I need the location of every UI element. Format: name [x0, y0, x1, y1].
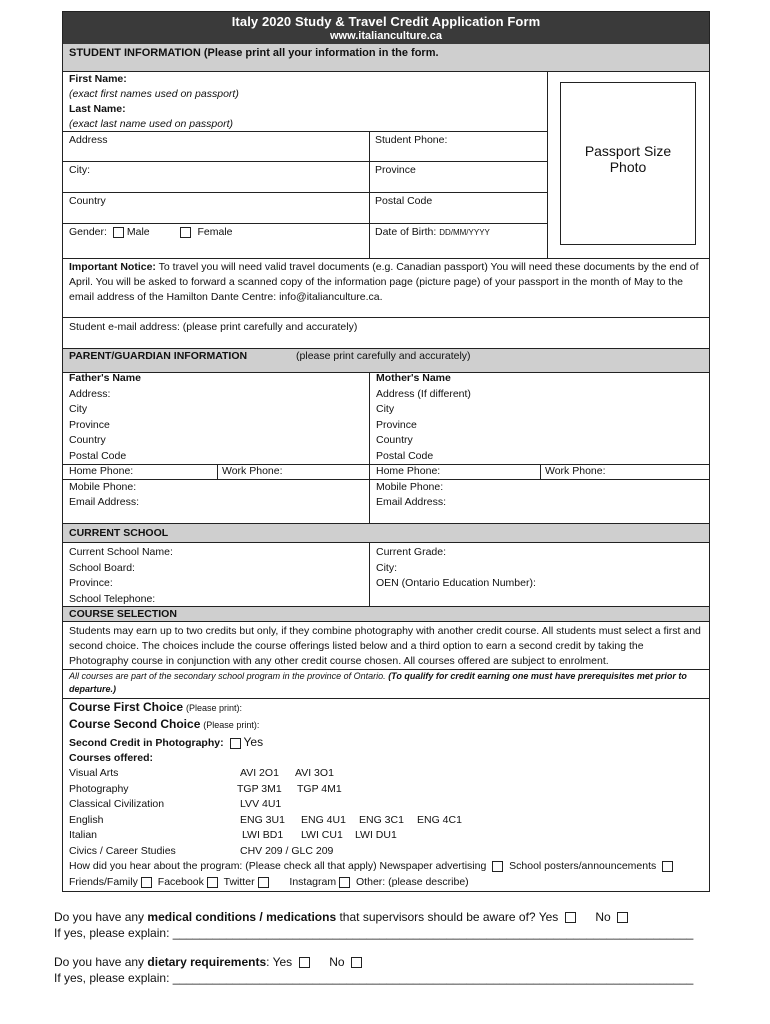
- second-choice-hint: (Please print):: [203, 720, 260, 730]
- gender-field: [69, 225, 233, 240]
- first-name-label: First Name:: [69, 73, 127, 85]
- photo-label-line2: Photo: [609, 159, 647, 175]
- dob-label: Date of Birth:: [375, 226, 437, 238]
- notice-text: To travel you will need valid travel documents (e.g. Canadian passport) You will need these documents by the end of April. You will be asked to forward a scanned copy of the information page (picture page) of your passport in the month of May to the email address of the Hamilton Dante Centre: info@italianculture.ca.: [69, 261, 699, 303]
- hear-question: How did you hear about the program: (Please check all that apply) Newspaper advertising: [69, 860, 487, 872]
- course-code: AVI 2O1: [240, 767, 279, 779]
- current-school-header: [63, 523, 709, 543]
- course-name: Photography: [69, 782, 129, 795]
- mother-field-1: Address (If different): [376, 387, 471, 400]
- second-choice-label: Course Second Choice: [69, 717, 201, 731]
- hear-options-row: [69, 875, 469, 890]
- posters-label: School posters/announcements: [509, 860, 657, 872]
- father-field-6: Home Phone:: [69, 465, 134, 477]
- course-code: ENG 4U1: [301, 813, 346, 826]
- school-field-1: City:: [376, 561, 397, 574]
- divider: [63, 192, 547, 193]
- dietary-q-end: : Yes: [266, 955, 293, 969]
- female-label: Female: [197, 226, 233, 238]
- second-choice-field[interactable]: [69, 717, 259, 733]
- mother-field-4: Country: [376, 434, 413, 446]
- course-code: LWI BD1: [242, 829, 284, 841]
- father-field-5: Postal Code: [69, 449, 127, 462]
- course-name: English: [69, 813, 104, 826]
- course-code: TGP 4M1: [297, 782, 342, 795]
- divider: [369, 543, 370, 607]
- course-name: Visual Arts: [69, 767, 119, 779]
- dietary-no-checkbox[interactable]: [351, 957, 362, 968]
- friends-checkbox[interactable]: [141, 877, 152, 888]
- divider: [63, 131, 547, 132]
- province-label: Province: [375, 164, 416, 176]
- course-code: LWI CU1: [301, 829, 343, 841]
- mother-field-0: Mother's Name: [376, 372, 451, 384]
- father-field-7: Mobile Phone:: [69, 480, 137, 493]
- course-note-plain: All courses are part of the secondary school program in the province of Ontario.: [69, 671, 386, 681]
- photo-credit-field: [69, 735, 263, 751]
- divider: [63, 223, 547, 224]
- father-field-1: Address:: [69, 387, 111, 400]
- mother-field-6: Home Phone:: [376, 465, 441, 477]
- posters-checkbox[interactable]: [662, 861, 673, 872]
- divider: [540, 464, 541, 480]
- divider: [63, 464, 709, 465]
- first-choice-label: Course First Choice: [69, 700, 184, 714]
- course-code: ENG 4C1: [417, 813, 462, 826]
- parent-info-header: [63, 348, 709, 373]
- dietary-yes-checkbox[interactable]: [299, 957, 310, 968]
- medical-question: [54, 909, 631, 925]
- course-name: Italian: [69, 829, 98, 841]
- school-field-3: School Telephone:: [69, 592, 156, 605]
- father-field-2: City: [69, 403, 88, 415]
- facebook-checkbox[interactable]: [207, 877, 218, 888]
- mother-field-8: Email Address:: [376, 496, 447, 508]
- course-code: ENG 3C1: [359, 813, 404, 826]
- first-choice-field[interactable]: [69, 700, 242, 716]
- divider: [63, 161, 547, 162]
- instagram-label: Instagram: [289, 876, 337, 888]
- mother-work-phone-label: Work Phone:: [545, 465, 606, 477]
- father-field-4: Country: [69, 434, 106, 446]
- form-title: Italy 2020 Study & Travel Credit Application Form: [231, 14, 541, 29]
- male-label: Male: [126, 226, 150, 238]
- divider: [63, 258, 709, 259]
- courses-offered-label: Courses offered:: [69, 752, 154, 764]
- school-field-0: Current Grade:: [376, 546, 447, 558]
- female-checkbox[interactable]: [180, 227, 191, 238]
- course-code: ENG 3U1: [240, 813, 285, 826]
- male-checkbox[interactable]: [113, 227, 124, 238]
- student-email-label: Student e-mail address: (please print carefully and accurately): [69, 321, 358, 333]
- medical-no-label: No: [595, 910, 611, 924]
- divider: [547, 72, 548, 258]
- form-title-bar: [63, 12, 709, 44]
- divider: [63, 479, 709, 480]
- course-code: LVV 4U1: [240, 798, 282, 810]
- divider: [217, 464, 218, 480]
- postal-code-label: Postal Code: [375, 195, 433, 207]
- mother-field-2: City: [376, 403, 395, 415]
- course-code: CHV 209 / GLC 209: [240, 844, 334, 857]
- school-field-0: Current School Name:: [69, 546, 173, 558]
- course-name: Civics / Career Studies: [69, 844, 176, 857]
- twitter-checkbox[interactable]: [258, 877, 269, 888]
- medical-explain[interactable]: If yes, please explain: ______________________________________________________________________________: [54, 926, 694, 940]
- last-name-label: Last Name:: [69, 103, 126, 115]
- hear-question-row: [69, 859, 676, 874]
- divider: [63, 698, 709, 699]
- parent-header-note: (please print carefully and accurately): [296, 350, 471, 362]
- medical-q-end: that supervisors should be aware of? Yes: [339, 910, 559, 924]
- gender-label: Gender:: [69, 226, 107, 238]
- important-notice: [69, 260, 703, 305]
- passport-photo-box[interactable]: [560, 82, 696, 245]
- father-work-phone-label: Work Phone:: [222, 465, 283, 477]
- first-choice-hint: (Please print):: [185, 703, 242, 713]
- dietary-q-bold: dietary requirements: [147, 955, 267, 969]
- course-intro: Students may earn up to two credits but only, if they combine photography with another credit course. All students must select a first and second choice. The choices include the course offerings listed below and a third option to earn a second credit by taking the Photography course in conjunction with any other credit course chosen. All courses offered are subject to enrolment.: [69, 625, 701, 667]
- student-info-header-text: STUDENT INFORMATION (Please print all your information in the form.: [69, 47, 439, 59]
- course-code: TGP 3M1: [237, 782, 282, 795]
- parent-header-text: PARENT/GUARDIAN INFORMATION: [69, 350, 248, 362]
- twitter-label: Twitter: [223, 876, 255, 888]
- dob-field: [375, 225, 490, 240]
- country-label: Country: [69, 195, 106, 207]
- course-code: AVI 3O1: [295, 767, 334, 779]
- divider: [369, 131, 370, 258]
- course-note-bold: (To qualify for credit earning one must have prerequisites met prior to departure.): [69, 671, 687, 694]
- application-form: [62, 11, 710, 892]
- other-label: Other: (please describe): [356, 876, 469, 888]
- course-selection-header: [63, 606, 709, 622]
- first-name-hint: (exact first names used on passport): [69, 88, 239, 100]
- photo-label-line1: Passport Size: [584, 143, 672, 159]
- instagram-checkbox[interactable]: [339, 877, 350, 888]
- course-name: Classical Civilization: [69, 798, 165, 810]
- notice-label: Important Notice:: [69, 261, 156, 273]
- course-note: [69, 670, 703, 696]
- medical-yes-checkbox[interactable]: [565, 912, 576, 923]
- student-phone-label: Student Phone:: [375, 134, 448, 146]
- photo-credit-yes-label: Yes: [243, 735, 264, 749]
- school-field-2: OEN (Ontario Education Number):: [376, 577, 536, 589]
- dietary-q-start: Do you have any: [54, 955, 145, 969]
- divider: [63, 317, 709, 318]
- divider: [369, 373, 370, 523]
- friends-label: Friends/Family: [69, 876, 138, 888]
- school-field-1: School Board:: [69, 561, 135, 574]
- course-code: LWI DU1: [355, 829, 397, 841]
- father-field-3: Province: [69, 418, 110, 431]
- mother-field-3: Province: [376, 418, 417, 431]
- city-label: City:: [69, 164, 90, 176]
- father-field-8: Email Address:: [69, 496, 140, 508]
- father-field-0: Father's Name: [69, 372, 141, 384]
- facebook-label: Facebook: [157, 876, 204, 888]
- photo-credit-label: Second Credit in Photography:: [69, 737, 224, 749]
- dob-format: DD/MM/YYYY: [439, 228, 490, 237]
- address-label: Address: [69, 134, 108, 146]
- newspaper-checkbox[interactable]: [492, 861, 503, 872]
- course-header-text: COURSE SELECTION: [69, 608, 177, 620]
- medical-q-bold: medical conditions / medications: [147, 910, 337, 924]
- school-field-2: Province:: [69, 577, 113, 589]
- dietary-explain[interactable]: If yes, please explain: ______________________________________________________________________________: [54, 971, 694, 985]
- school-header-text: CURRENT SCHOOL: [69, 527, 169, 539]
- last-name-hint: (exact last name used on passport): [69, 118, 234, 130]
- dietary-no-label: No: [329, 955, 345, 969]
- dietary-question: [54, 954, 365, 970]
- form-website: www.italianculture.ca: [329, 30, 443, 42]
- mother-field-5: Postal Code: [376, 449, 434, 462]
- mother-field-7: Mobile Phone:: [376, 480, 444, 493]
- medical-q-start: Do you have any: [54, 910, 145, 924]
- medical-no-checkbox[interactable]: [617, 912, 628, 923]
- photo-credit-yes-checkbox[interactable]: [230, 738, 241, 749]
- student-info-header: [63, 44, 709, 72]
